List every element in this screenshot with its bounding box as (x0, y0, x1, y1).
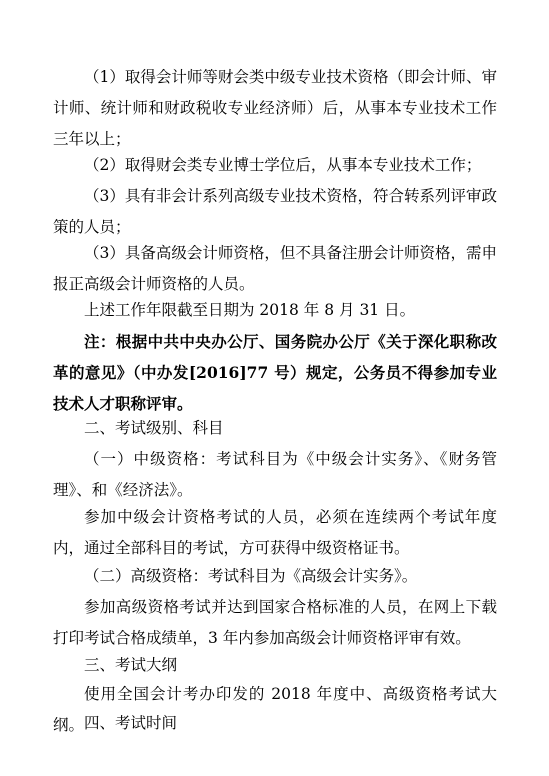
paragraph-condition-1: （1）取得会计师等财会类中级专业技术资格（即会计师、审计师、统计师和财政税收专业经济师）后，从事本专业技术工作三年以上； (53, 68, 497, 148)
paragraph-condition-3a: （3）具有非会计系列高级专业技术资格，符合转系列评审政策的人员； (53, 187, 497, 236)
section-heading-levels: 二、考试级别、科目 (84, 419, 224, 437)
paragraph-note: 注：根据中共中央办公厅、国务院办公厅《关于深化职称改革的意见》（中办发[2016]77 号）规定，公务员不得参加专业技术人才职称评审。 (53, 332, 497, 413)
paragraph-intermediate-rule: 参加中级会计资格考试的人员，必须在连续两个考试年度内，通过全部科目的考试，方可获得中级资格证书。 (53, 508, 497, 557)
paragraph-condition-3b: （3）具备高级会计师资格，但不具备注册会计师资格，需申报正高级会计师资格的人员。 (53, 244, 497, 293)
paragraph-deadline: 上述工作年限截至日期为 2018 年 8 月 31 日。 (84, 301, 416, 319)
section-heading-time: 四、考试时间 (84, 714, 178, 732)
paragraph-condition-2: （2）取得财会类专业博士学位后，从事本专业技术工作； (84, 156, 482, 174)
section-heading-syllabus: 三、考试大纲 (84, 656, 178, 674)
paragraph-syllabus: 使用全国会计考办印发的 2018 年度中、高级资格考试大纲。 (53, 685, 497, 734)
paragraph-senior-rule: 参加高级资格考试并达到国家合格标准的人员，在网上下载打印考试合格成绩单，3 年内参加高级会计师资格评审有效。 (53, 598, 497, 647)
paragraph-intermediate-subjects: （一）中级资格：考试科目为《中级会计实务》、《财务管理》、和《经济法》。 (53, 450, 497, 499)
paragraph-senior-subjects: （二）高级资格：考试科目为《高级会计实务》。 (84, 567, 418, 585)
